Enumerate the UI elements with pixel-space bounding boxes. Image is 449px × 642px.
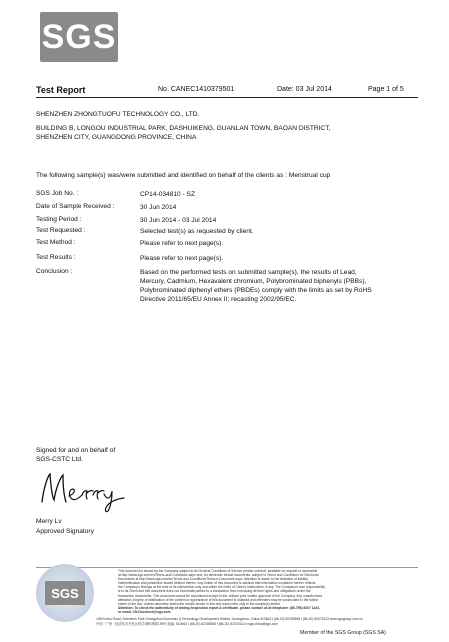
conclusion-line: Mercury, Cadmium, Hexavalent chromium, Polybrominated biphenyls (PBBs), [140,278,367,285]
fine-print-line: is to its Client and this document does not exonerate parties to a transaction from exercising all their rights and obligations under the [118,589,311,594]
field-value: Please refer to next page(s). [140,240,224,247]
conclusion-line: Polybrominated diphenyl ethers (PBDEs) comply with the limits as set by RoHS [140,287,372,294]
fine-print-line: at http://www.sgs.com/en/Terms-and-Conditions.aspx and, for electronic format documents, subject to Terms and Conditions for Electronic [118,573,319,578]
field-value: Please refer to next page(s). [140,255,224,262]
header-divider [36,97,418,98]
fine-print-line: Documents at http://www.sgs.com/en/Terms-and-Conditions/Terms-e-Document.aspx. Attention is drawn to the limitation of liability, [118,577,309,582]
fine-print-line: alteration, forgery or falsification of the content or appearance of this document is unlawful and offenders may be prosecuted to the fullest [118,597,318,602]
signatory-title: Approved Signatory [36,528,94,535]
footer-divider [36,567,418,568]
field-label: Test Results : [36,254,76,261]
conclusion-label: Conclusion : [36,268,73,275]
field-label: Date of Sample Received : [36,203,115,210]
field-value: 30 Jun 2014 - 03 Jul 2014 [140,217,217,224]
client-address-line1: BUILDING B, LONGOU INDUSTRIAL PARK, DASHUIKENG, GUANLAN TOWN, BAOAN DISTRICT, [36,125,331,132]
sgs-group-member: Member of the SGS Group (SGS SA) [300,630,386,636]
report-date: Date: 03 Jul 2014 [277,86,332,93]
handwritten-signature [36,466,146,514]
fine-print-line: Attention: To check the authenticity of testing /inspection report & certificate, please contact us at telephone: (86-755) 8307 1443, [118,605,320,610]
client-address-line2: SHENZHEN CITY, GUANGDONG PROVINCE, CHINA [36,134,197,141]
fine-print-line: This document is issued by the Company subject to its General Conditions of Service printed overleaf, available on request or accessible [118,569,318,573]
footer-address-cn: 中国 · 广州 · 经济技术开发区科学城科珠路198号 邮编: 510663 t (86-20) 82155555 f (86-20) 82075113 e sgs.china@sgs.com [96,622,278,626]
page-number: Page 1 of 5 [368,86,404,93]
sgs-logo [40,12,118,62]
field-value: Selected test(s) as requested by client. [140,228,254,235]
conclusion-text [140,268,410,304]
signatory-name: Merry Lv [36,518,62,525]
fine-print-line: transaction documents. This document cannot be reproduced except in full, without prior written approval of the Company. Any unauthorized [118,593,323,598]
sgs-seal [36,564,94,622]
signed-for-line1: Signed for and on behalf of [36,447,116,454]
fine-print-line: indemnification and jurisdiction issues defined therein. Any holder of this document is advised that information contained hereon reflects [118,581,316,586]
signed-for-line2: SGS-CSTC Ltd. [36,456,83,463]
report-title: Test Report [36,85,86,95]
fine-print-line: extent of the law. Unless otherwise stated the results shown in this test report refer only to the sample(s) tested. [118,601,281,606]
field-label: SGS Job No. : [36,190,79,197]
field-value: CP14-034810 - SZ [140,191,195,198]
conclusion-line: Based on the performed tests on submitted sample(s), the results of Lead, [140,269,357,276]
footer-address-en: 198 Kezhu Road, Scientech Park Guangzhou Economic & Technology Development District, Guangzhou, China 510663 t (86-20) 82155555 f (86-20) 82075113 www.sgsgroup.com.cn [96,617,363,621]
fine-print-line: the Company's findings at the time of its intervention only and within the limits of Client's instructions, if any. The Company's sole responsibility [118,585,326,590]
field-label: Test Method : [36,239,76,246]
logo-text: SGS [41,18,117,56]
seal-logo: SGS [45,581,85,605]
field-value: 30 Jun 2014 [140,204,177,211]
sample-intro: The following sample(s) was/were submitted and identified on behalf of the clients as : Menstrual cup [36,172,331,179]
footer-fine-print [118,569,418,614]
client-name: SHENZHEN ZHONGTUOFU TECHNOLOGY CO., LTD. [36,111,200,118]
conclusion-line: Directive 2011/65/EU Annex II; recasting 2002/95/EC. [140,296,297,303]
field-label: Test Requested : [36,227,86,234]
report-number: No. CANEC1410379501 [158,86,235,93]
field-label: Testing Period : [36,216,82,223]
fine-print-line: or email: CN.Doccheck@sgs.com [118,609,171,614]
